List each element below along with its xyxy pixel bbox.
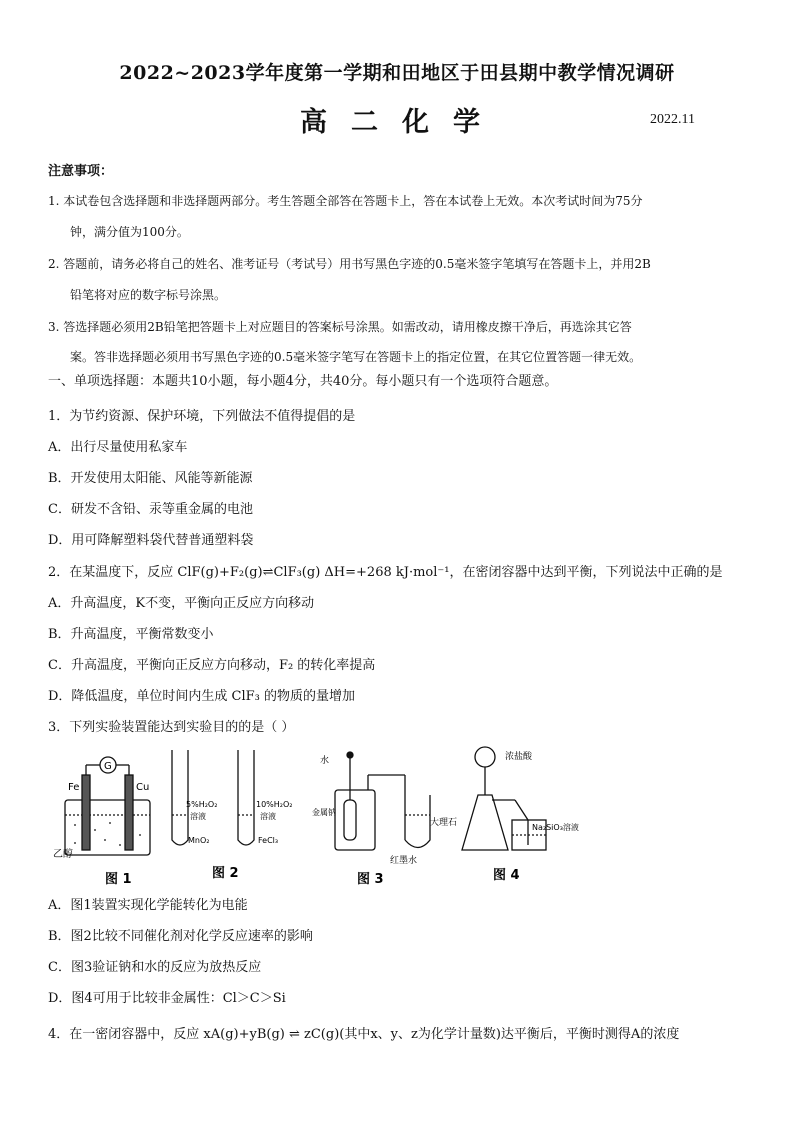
question-3-option-b: B．图2比较不同催化剂对化学反应速率的影响 bbox=[48, 929, 313, 944]
exam-date: 2022.11 bbox=[650, 112, 695, 127]
note-line: 1. 本试卷包含选择题和非选择题两部分。考生答题全部答在答题卡上，答在本试卷上无效。本次考试时间为75分 bbox=[48, 194, 643, 208]
tube-2-reagent: 10%H₂O₂ bbox=[256, 800, 293, 809]
section-heading: 一、单项选择题：本题共10小题，每小题4分，共40分。每小题只有一个选项符合题意。 bbox=[48, 374, 558, 389]
question-2-option-a: A．升高温度，K不变，平衡向正反应方向移动 bbox=[48, 596, 315, 611]
notes-title: 注意事项： bbox=[48, 164, 114, 179]
ethanol-label: 乙醇 bbox=[53, 849, 73, 860]
tube-1-catalyst: MnO₂ bbox=[188, 836, 210, 845]
question-2-stem: 2．在某温度下，反应 ClF(g)+F₂(g)⇌ClF₃(g) ΔH=+268 kJ·mol⁻¹，在密闭容器中达到平衡，下列说法中正确的是 bbox=[48, 565, 723, 580]
figure-3-label: 图 3 bbox=[357, 872, 384, 887]
question-2-option-b: B．升高温度，平衡常数变小 bbox=[48, 627, 214, 642]
question-3-stem: 3．下列实验装置能达到实验目的的是（ ） bbox=[48, 720, 295, 735]
hydrochloric-acid-label: 浓盐酸 bbox=[505, 752, 533, 762]
tube-1-reagent: 5%H₂O₂ bbox=[186, 800, 218, 809]
tube-2-catalyst: FeCl₃ bbox=[258, 836, 279, 845]
figure-3-apparatus bbox=[335, 752, 430, 850]
note-line: 2. 答题前，请务必将自己的姓名、准考证号（考试号）用书写黑色字迹的0.5毫米签字笔填写在答题卡上，并用2B bbox=[48, 257, 651, 271]
figure-4-apparatus bbox=[462, 747, 546, 850]
figure-1-label: 图 1 bbox=[105, 872, 132, 887]
question-1-stem: 1．为节约资源、保护环境，下列做法不值得提倡的是 bbox=[48, 409, 356, 424]
figure-4-label: 图 4 bbox=[493, 868, 520, 883]
note-line: 钟，满分值为100分。 bbox=[70, 225, 189, 239]
cu-electrode-label: Cu bbox=[136, 782, 150, 793]
subject-title: 高二化学 bbox=[300, 107, 504, 138]
marble-label: 大理石 bbox=[430, 818, 458, 828]
question-3-figures bbox=[50, 745, 579, 890]
fe-electrode-label: Fe bbox=[68, 782, 80, 793]
question-2-option-c: C．升高温度，平衡向正反应方向移动，F₂ 的转化率提高 bbox=[48, 658, 376, 673]
question-3-option-c: C．图3验证钠和水的反应为放热反应 bbox=[48, 960, 262, 975]
note-line: 案。答非选择题必须用书写黑色字迹的0.5毫米签字笔写在答题卡上的指定位置，在其它位置答题一律无效。 bbox=[70, 350, 642, 364]
figure-2-test-tubes bbox=[172, 750, 254, 845]
question-1-option-a: A．出行尽量使用私家车 bbox=[48, 440, 188, 455]
question-3-option-a: A．图1装置实现化学能转化为电能 bbox=[48, 898, 248, 913]
galvanometer-label: G bbox=[104, 761, 112, 772]
tube-2-solution: 溶液 bbox=[260, 812, 276, 821]
note-line: 铅笔将对应的数字标号涂黑。 bbox=[70, 288, 227, 302]
question-2-option-d: D．降低温度，单位时间内生成 ClF₃ 的物质的量增加 bbox=[48, 689, 356, 704]
question-3-option-d: D．图4可用于比较非金属性：Cl＞C＞Si bbox=[48, 991, 286, 1006]
note-line: 3. 答选择题必须用2B铅笔把答题卡上对应题目的答案标号涂黑。如需改动，请用橡皮擦干净后，再选涂其它答 bbox=[48, 320, 632, 334]
exam-title: 2022~2023学年度第一学期和田地区于田县期中教学情况调研 bbox=[119, 62, 675, 84]
sodium-label: 金属钠 bbox=[312, 808, 336, 817]
question-1-option-c: C．研发不含铅、汞等重金属的电池 bbox=[48, 502, 253, 517]
question-1-option-b: B．开发使用太阳能、风能等新能源 bbox=[48, 471, 253, 486]
question-4-stem: 4．在一密闭容器中，反应 xA(g)+yB(g) ⇌ zC(g)(其中x、y、z为化学计量数)达平衡后，平衡时测得A的浓度 bbox=[48, 1027, 680, 1042]
figure-2-label: 图 2 bbox=[212, 866, 239, 881]
red-ink-label: 红墨水 bbox=[390, 856, 418, 866]
question-1-option-d: D．用可降解塑料袋代替普通塑料袋 bbox=[48, 533, 254, 548]
tube-1-solution: 溶液 bbox=[190, 812, 206, 821]
sodium-silicate-label: Na₂SiO₃溶液 bbox=[532, 823, 579, 832]
water-label: 水 bbox=[320, 756, 330, 766]
